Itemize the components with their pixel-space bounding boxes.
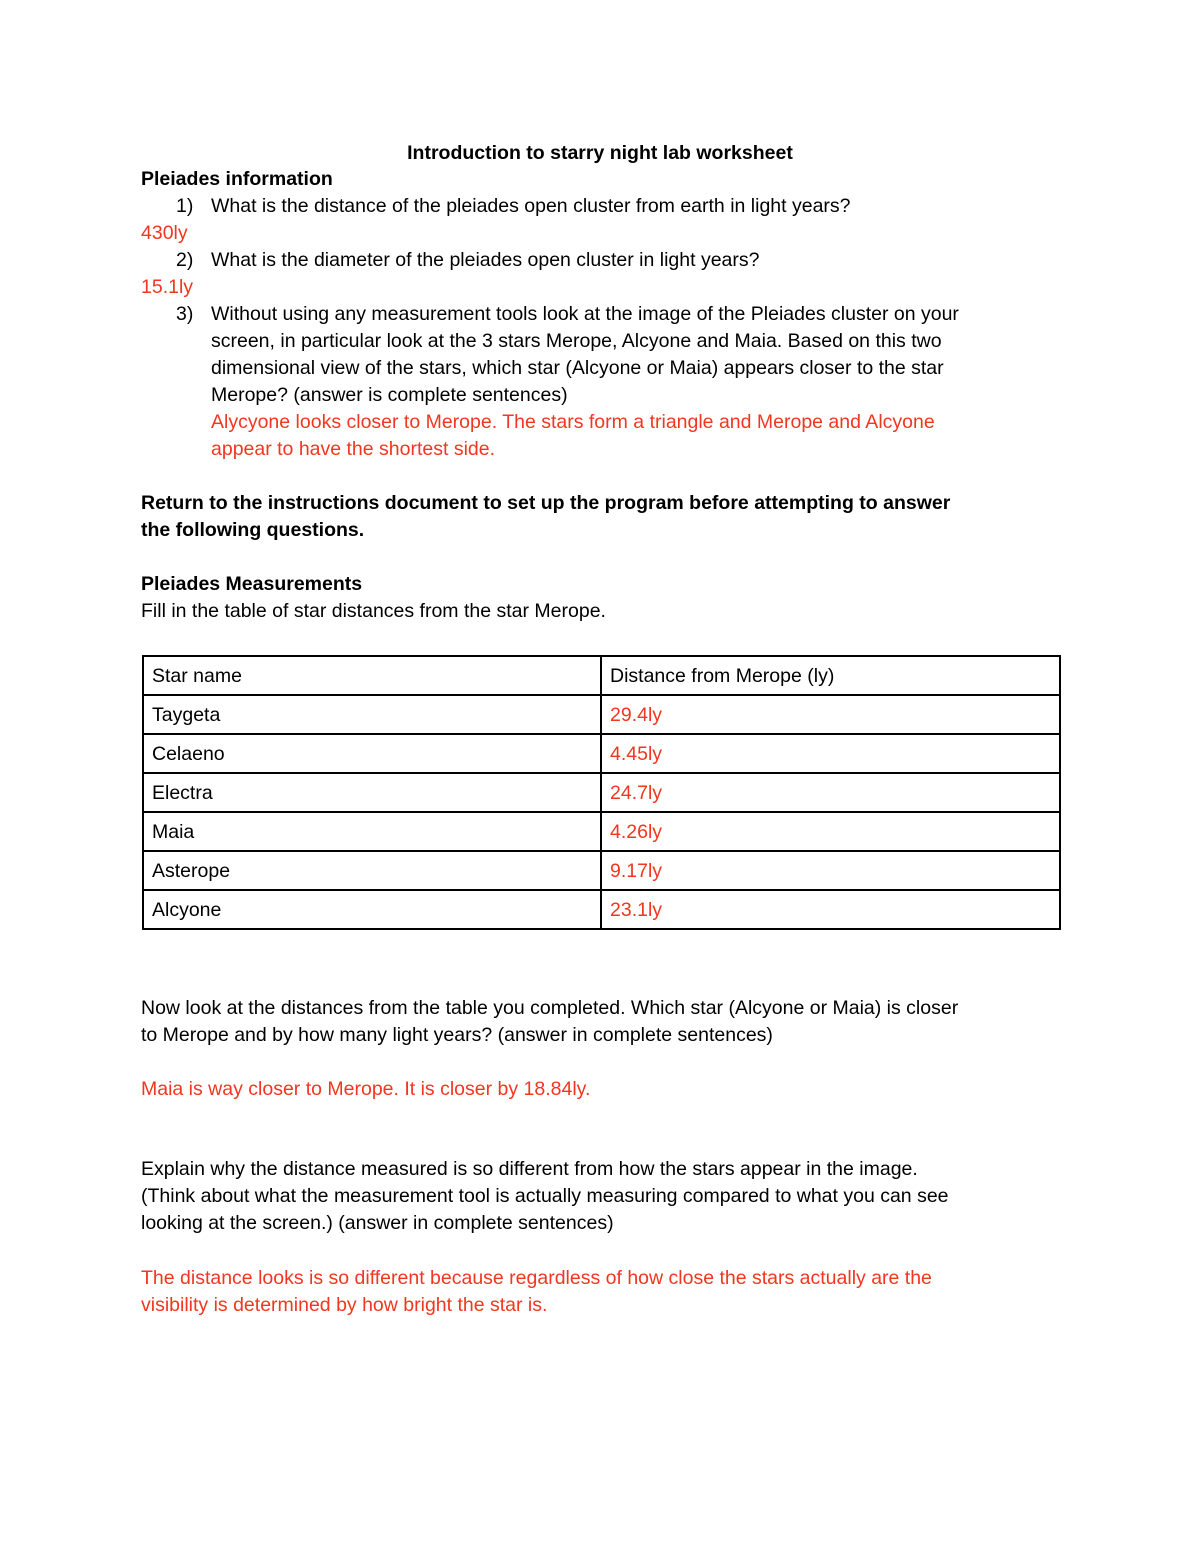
table-row (143, 773, 1060, 812)
question-5-line: (Think about what the measurement tool is actually measuring compared to what you can see (141, 1185, 949, 1207)
header-distance: Distance from Merope (ly) (601, 656, 1060, 695)
question-2-answer: 15.1ly (141, 276, 194, 298)
question-2-number: 2) (176, 249, 194, 271)
star-name-cell: Asterope (143, 851, 601, 890)
page-title: Introduction to starry night lab worksheet (407, 142, 793, 164)
star-name-cell: Alcyone (143, 890, 601, 929)
table-row (143, 890, 1060, 929)
distance-cell: 24.7ly (601, 773, 1060, 812)
question-4-line: Now look at the distances from the table you completed. Which star (Alcyone or Maia) is closer (141, 997, 959, 1019)
question-5-answer-line: The distance looks is so different because regardless of how close the stars actually are the (141, 1267, 932, 1289)
distance-cell: 9.17ly (601, 851, 1060, 890)
star-name-cell: Taygeta (143, 695, 601, 734)
star-name-cell: Celaeno (143, 734, 601, 773)
star-name-cell: Maia (143, 812, 601, 851)
question-5-line: Explain why the distance measured is so different from how the stars appear in the image. (141, 1158, 918, 1180)
table-row (143, 812, 1060, 851)
section-heading-pleiades-measurements: Pleiades Measurements (141, 573, 363, 595)
question-4-answer: Maia is way closer to Merope. It is closer by 18.84ly. (141, 1078, 591, 1100)
question-3-number: 3) (176, 303, 194, 325)
table-row (143, 851, 1060, 890)
question-5-line: looking at the screen.) (answer in complete sentences) (141, 1212, 614, 1234)
instruction-note-line: the following questions. (141, 519, 365, 541)
section-heading-pleiades-information: Pleiades information (141, 168, 333, 190)
question-1-text: What is the distance of the pleiades open cluster from earth in light years? (211, 195, 851, 217)
question-3-line: dimensional view of the stars, which star (Alcyone or Maia) appears closer to the star (211, 357, 944, 379)
question-5-answer-line: visibility is determined by how bright the star is. (141, 1294, 548, 1316)
question-3-line: screen, in particular look at the 3 stars Merope, Alcyone and Maia. Based on this two (211, 330, 942, 352)
question-3-answer-line: appear to have the shortest side. (211, 438, 496, 460)
question-3-answer-line: Alycyone looks closer to Merope. The stars form a triangle and Merope and Alcyone (211, 411, 935, 433)
table-intro-text: Fill in the table of star distances from the star Merope. (141, 600, 606, 622)
header-star-name: Star name (143, 656, 601, 695)
question-1-answer: 430ly (141, 222, 188, 244)
question-3-line: Merope? (answer is complete sentences) (211, 384, 568, 406)
star-distance-table (142, 655, 1061, 930)
table-row (143, 734, 1060, 773)
star-name-cell: Electra (143, 773, 601, 812)
distance-cell: 4.26ly (601, 812, 1060, 851)
table-header-row (143, 656, 1060, 695)
question-2-text: What is the diameter of the pleiades open cluster in light years? (211, 249, 760, 271)
instruction-note-line: Return to the instructions document to set up the program before attempting to answer (141, 492, 951, 514)
distance-cell: 29.4ly (601, 695, 1060, 734)
distance-cell: 4.45ly (601, 734, 1060, 773)
question-3-line: Without using any measurement tools look at the image of the Pleiades cluster on your (211, 303, 959, 325)
question-4-line: to Merope and by how many light years? (answer in complete sentences) (141, 1024, 773, 1046)
distance-cell: 23.1ly (601, 890, 1060, 929)
question-1-number: 1) (176, 195, 194, 217)
table-row (143, 695, 1060, 734)
